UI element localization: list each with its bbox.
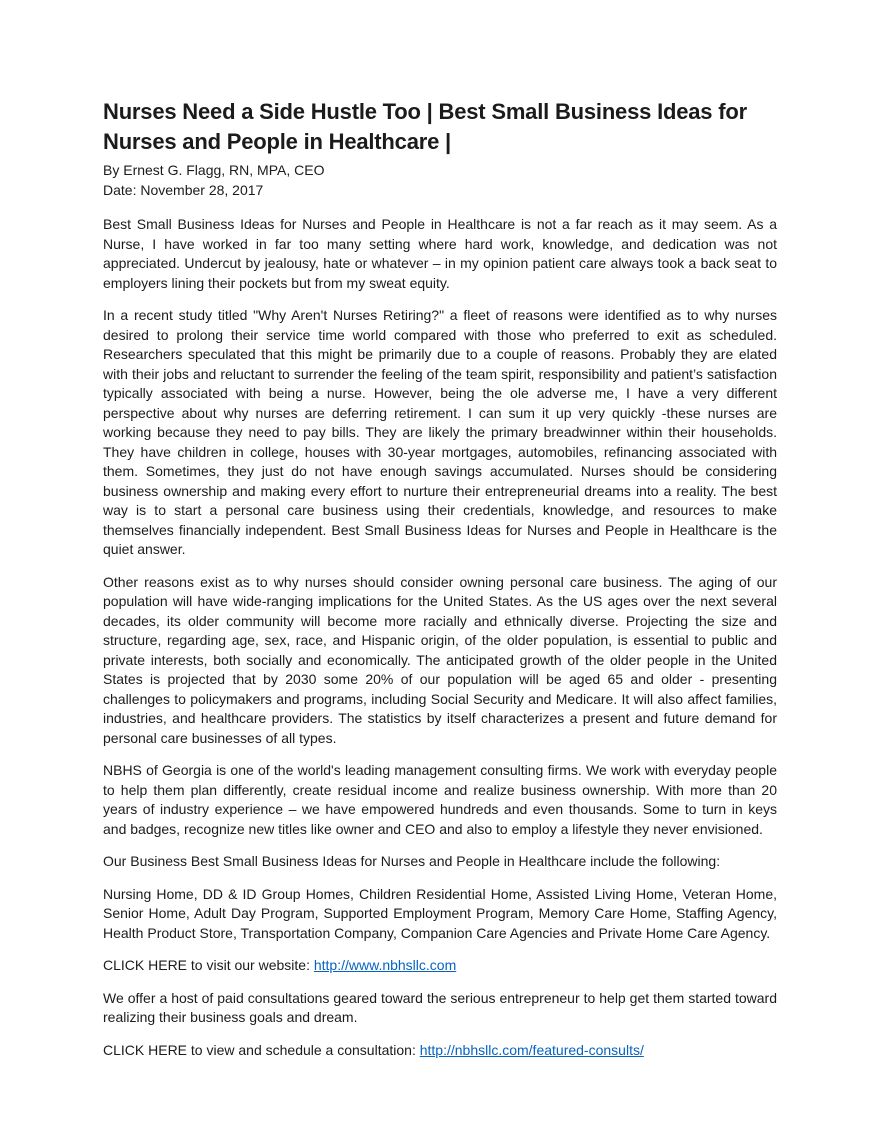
paragraph-intro: Best Small Business Ideas for Nurses and People in Healthcare is not a far reach as it may seem. As a Nurse, I have worked in far too many setting where hard work, knowledge, and dedication was not appreciated. Undercut by jealousy, hate or whatever – in my opinion patient care always took a back seat to employers lining their pockets but from my sweat equity. xyxy=(103,216,777,291)
paragraph-business-ideas-list: Nursing Home, DD & ID Group Homes, Children Residential Home, Assisted Living Home, Veteran Home, Senior Home, Adult Day Program, Supported Employment Program, Memory Care Home, Staffing Agency, Health Product Store, Transportation Company, Companion Care Agencies and Private Home Care Agency. xyxy=(103,885,777,941)
consultation-cta-text: CLICK HERE to view and schedule a consultation: xyxy=(103,1041,420,1058)
consultation-link[interactable]: http://nbhsllc.com/featured-consults/ xyxy=(419,1041,644,1058)
paragraph-aging-population: Other reasons exist as to why nurses should consider owning personal care business. The aging of our population will have wide-ranging implications for the United States. As the US ages over the next several decades, its older community will become more racially and ethnically diverse. Projecting the size and structure, regarding age, sex, race, and Hispanic origin, of the older population, is essential to public and private interests, both socially and economically. The anticipated growth of the older people in the United States is projected that by 2030 some 20% of our population will be aged 65 and older - presenting challenges to policymakers and programs, including Social Security and Medicare. It will also affect families, industries, and healthcare providers. The statistics by itself characterizes a present and future demand for personal care businesses of all types. xyxy=(103,573,777,746)
paragraph-consultations: We offer a host of paid consultations geared toward the serious entrepreneur to help get them started toward realizing their business goals and dream. xyxy=(103,989,777,1025)
paragraph-nbhs-georgia: NBHS of Georgia is one of the world's leading management consulting firms. We work with everyday people to help them plan differently, create residual income and realize business ownership. With more than 20 years of industry experience – we have empowered hundreds and even thousands. Some to turn in keys and badges, recognize new titles like owner and CEO and also to employ a lifestyle they never envisioned. xyxy=(103,762,777,837)
consultation-cta-line xyxy=(103,1041,777,1061)
website-cta-text: CLICK HERE to visit our website: xyxy=(103,957,314,973)
paragraph-retirement-study: In a recent study titled "Why Aren't Nurses Retiring?" a fleet of reasons were identified as to why nurses desired to prolong their service time world compared with those who preferred to exit as scheduled. Researchers speculated that this might be primarily due to a couple of reasons. Probably they are elated with their jobs and reluctant to surrender the feeling of the team spirit, responsibility and patient’s satisfaction typically associated with being a nurse. However, being the ole adverse me, I have a very different perspective about why nurses are deferring retirement. I can sum it up very quickly -these nurses are working because they need to pay bills. They are likely the primary breadwinner within their households. They have children in college, houses with 30-year mortgages, automobiles, refinancing associated with them. Sometimes, they just do not have enough savings accumulated. Nurses should be considering business ownership and making every effort to nurture their entrepreneurial dreams into a reality. The best way is to start a personal care business using their credentials, knowledge, and resources to make themselves financially independent. Best Small Business Ideas for Nurses and People in Healthcare is the quiet answer. xyxy=(103,307,777,557)
article-date: Date: November 28, 2017 xyxy=(103,182,264,198)
website-cta-line xyxy=(103,956,777,976)
paragraph-business-ideas-lead: Our Business Best Small Business Ideas for Nurses and People in Healthcare include the following: xyxy=(103,853,721,869)
article-byline: By Ernest G. Flagg, RN, MPA, CEO xyxy=(103,162,325,178)
website-link[interactable]: http://www.nbhsllc.com xyxy=(313,957,457,973)
article-title: Nurses Need a Side Hustle Too | Best Small Business Ideas for Nurses and People in Healthcare | xyxy=(103,99,747,154)
